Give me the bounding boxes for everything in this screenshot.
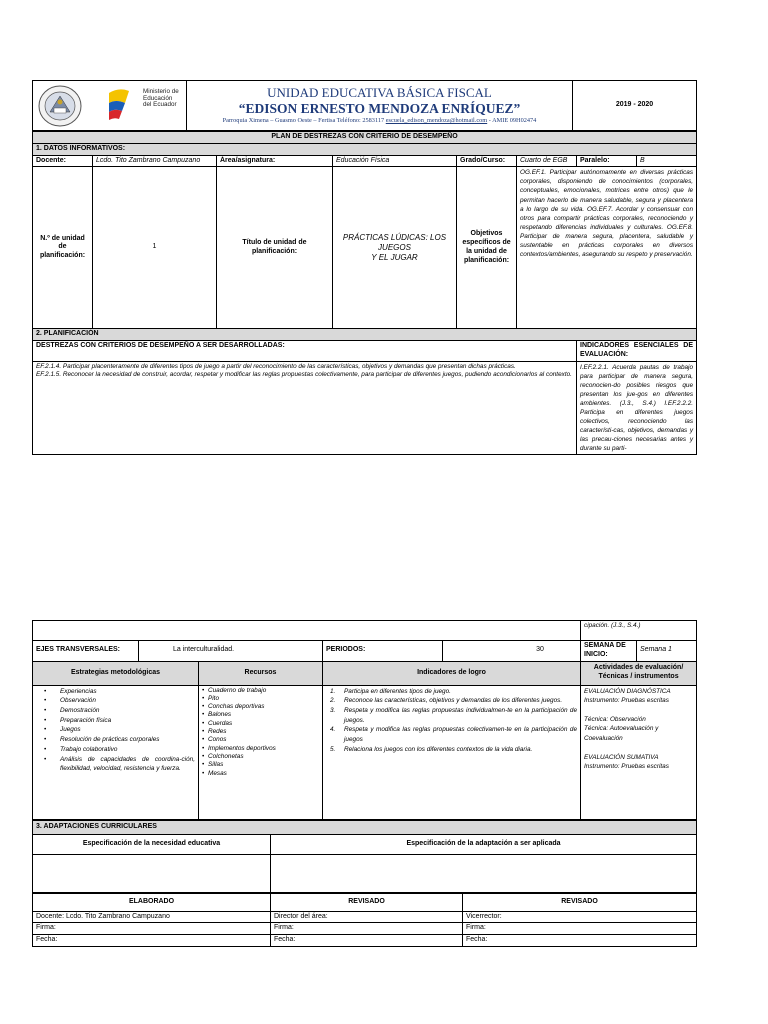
estrategias-cell [33,685,199,819]
list-item: • Colchonetas [202,753,319,761]
list-item: • Conos [202,736,319,744]
list-item: 5. Relaciona los juegos con los diferentes contextos de la vida diaria. [330,745,533,753]
unidad-num-label: N.º de unidad de planificación: [33,167,93,329]
director-signature: Director del área: [271,911,463,923]
list-item: • Cuerdas [202,720,319,728]
school-name: “EDISON ERNESTO MENDOZA ENRÍQUEZ” [238,100,521,116]
docente-label: Docente: [33,155,93,167]
section-2-title: 2. PLANIFICACIÓN [33,329,697,341]
section-1-title: 1. DATOS INFORMATIVOS: [33,143,697,155]
evaluacion-line: Técnica: Observación [584,715,646,723]
paralelo-label: Paralelo: [577,155,637,167]
evaluacion-line: Técnica: Autoevaluación y Coevaluación [584,725,659,742]
objetivos-label: Objetivos específicos de la unidad de planificación: [457,167,517,329]
revisado-header-2: REVISADO [463,893,697,911]
objetivos-value: OG.EF.1. Participar autónomamente en diversas prácticas corporales, disponiendo de conocimientos (corporales, conceptuales, emocionales, motrices entre otros) que le permitan hacerlo de manera saludable, segura y placentera a lo largo de su vida. OG.EF.7. Acordar y consensuar con otros para compartir prácticas corporales, reconociendo y respetando diferencias individuales y culturales. OG.EF.8. Participar de manera segura, placentera, saludable y sustentable en prácticas corporales en diversos contextos/ambientes, asegurando su respeto y preservación. [517,167,697,329]
estrategias-list [36,687,195,775]
plan-title: PLAN DE DESTREZAS CON CRITERIO DE DESEMPEÑO [33,132,697,144]
paralelo-value: B [637,155,697,167]
indicadores-value: I.EF.2.2.1. Acuerda pautas de trabajo para participar de manera segura, reconocien-do posibles riesgos que presentan los jue-gos en diferentes ambientes. (J.3., S.4.) I.EF.2.2.2. Participa en diferentes juegos colectivos, reconociendo las característi-cas, objetivos, demandas y las precau-ciones necesarias antes y durante su parti- [577,361,697,455]
list-item: • Mesas [202,770,319,778]
list-item: • Preparación física [36,716,195,726]
school-address: Parroquia Ximena – Guasmo Oeste – Fertisa Teléfono: 2583117 escuela_edison_mendoza@hotmail.com - AMIE 09H02474 [222,117,537,125]
list-item: • Observación [36,696,195,706]
school-title: UNIDAD EDUCATIVA BÁSICA FISCAL [267,84,492,100]
list-item: • Análisis de capacidades de coordina-ción, flexibilidad, velocidad, resistencia y fuerza. [36,755,195,774]
firma-label: Firma: [271,923,463,935]
list-item: 3. Respeta y modifica las reglas propuestas individualmen-te en la participación de juegos. [330,706,578,724]
indicadores-label: INDICADORES ESENCIALES DE EVALUACIÓN: [577,341,697,362]
adaptaciones-table [32,820,697,893]
evaluacion-line: Instrumento: Pruebas escritas [584,697,669,705]
evaluacion-line: EVALUACIÓN DIAGNÓSTICA [584,687,671,695]
list-item: • Cuaderno de trabajo [202,687,319,695]
list-item: 4. Respeta y modifica las reglas propuestas colectivamen-te en la participación de juegos [330,726,578,744]
list-item: • Pito [202,695,319,703]
section-3-title: 3. ADAPTACIONES CURRICULARES [33,820,697,834]
list-item: • Juegos [36,725,195,735]
ejes-value: La interculturalidad. [139,641,323,662]
unidad-num-value: 1 [93,167,217,329]
firma-label: Firma: [463,923,697,935]
school-year: 2019 - 2020 [573,81,697,131]
school-seal-icon [37,84,83,128]
evaluacion-cell [581,685,697,819]
datos-table [32,131,697,455]
grado-label: Grado/Curso: [457,155,517,167]
evaluacion-line: Instrumento: Pruebas escritas [584,763,669,771]
list-item: • Resolución de prácticas corporales [36,735,195,745]
destreza-item: EF.2.1.5. Reconocer la necesidad de construir, acordar, respetar y modificar las reglas propuestas colectivamente, para participar de diferentes juegos, pudiendo acondicionarlos al contexto. [36,371,572,379]
school-email-link[interactable]: escuela_edison_mendoza@hotmail.com [385,117,488,125]
planificacion-table [32,620,697,820]
firmas-table [32,893,697,947]
evaluacion-line: EVALUACIÓN SUMATIVA [584,753,659,761]
destreza-item: EF.2.1.4. Participar placenteramente de diferentes tipos de juego a partir del reconocimiento de las características, objetivos y demandas que presentan dichas prácticas. [36,362,516,370]
docente-signature: Docente: Lcdo. Tito Zambrano Campuzano [33,911,271,923]
page-2 [32,620,696,947]
logros-list [326,687,577,755]
ejes-label: EJES TRANSVERSALES: [33,641,139,662]
logos-cell [33,81,187,131]
recursos-list [202,687,319,779]
necesidad-value [33,854,271,892]
elaborado-header: ELABORADO [33,893,271,911]
titulo-value: PRÁCTICAS LÚDICAS: LOS JUEGOS Y EL JUGAR [333,167,457,329]
list-item: • Implementos deportivos [202,745,319,753]
grado-value: Cuarto de EGB [517,155,577,167]
logro-header: Indicadores de logro [323,661,581,685]
destrezas-label: DESTREZAS CON CRITERIOS DE DESEMPEÑO A SER DESARROLLADAS: [33,341,577,362]
adaptacion-value [271,854,697,892]
periodos-value: 30 [443,641,581,662]
fecha-label: Fecha: [33,935,271,947]
logros-cell [323,685,581,819]
revisado-header: REVISADO [271,893,463,911]
semana-value: Semana 1 [637,641,697,662]
list-item: 2. Reconoce las características, objetivos y demandas de los diferentes juegos. [330,697,563,705]
list-item: 1. Participa en diferentes tipos de juego. [330,687,451,695]
list-item: • Trabajo colaborativo [36,745,195,755]
list-item: • Balones [202,711,319,719]
recursos-header: Recursos [199,661,323,685]
firma-label: Firma: [33,923,271,935]
ministry-label: Ministerio de Educación del Ecuador [143,88,179,109]
ministry-flag-icon [107,87,139,121]
destrezas-list [33,361,577,455]
school-info-cell [187,81,573,131]
periodos-label: PERIODOS: [323,641,443,662]
area-label: Área/asignatura: [217,155,333,167]
page-1 [32,80,696,455]
indicadores-continued: cipación. (J.3., S.4.) [581,621,697,641]
adaptacion-label: Especificación de la adaptación a ser aplicada [271,834,697,854]
docente-value: Lcdo. Tito Zambrano Campuzano [93,155,217,167]
fecha-label: Fecha: [463,935,697,947]
list-item: • Experiencias [36,687,195,697]
vicerrector-signature: Vicerrector: [463,911,697,923]
actividades-header: Actividades de evaluación/ Técnicas / instrumentos [581,661,697,685]
fecha-label: Fecha: [271,935,463,947]
area-value: Educación Física [333,155,457,167]
recursos-cell [199,685,323,819]
header-table [32,80,697,131]
titulo-label: Título de unidad de planificación: [217,167,333,329]
list-item: • Demostración [36,706,195,716]
list-item: • Sillas [202,761,319,769]
semana-label: SEMANA DE INICIO: [581,641,637,662]
list-item: • Redes [202,728,319,736]
list-item: • Conchas deportivas [202,703,319,711]
estrategias-header: Estrategias metodológicas [33,661,199,685]
necesidad-label: Especificación de la necesidad educativa [33,834,271,854]
